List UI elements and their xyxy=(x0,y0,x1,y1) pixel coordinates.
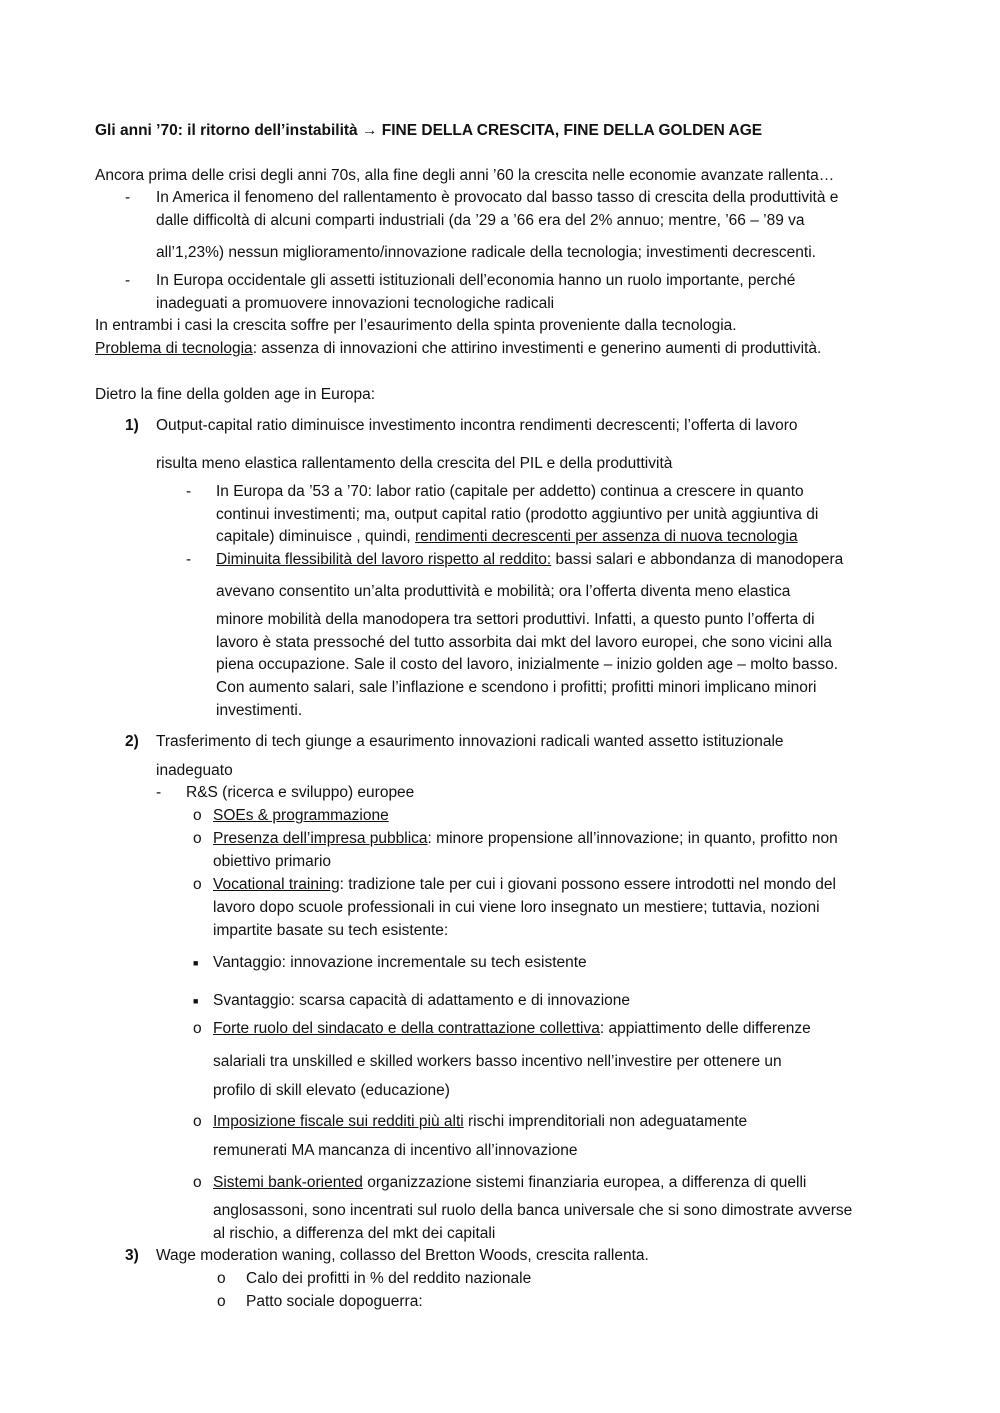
point-1-line-1: Output-capital ratio diminuisce investimento incontra rendimenti decrescenti; l’offerta di lavoro xyxy=(156,417,798,434)
sub-2-line-6: Con aumento salari, sale l’inflazione e scendono i profitti; profitti minori implicano minori xyxy=(216,679,817,696)
sub-1-line-3-text: capitale) diminuisce , quindi, xyxy=(216,528,416,545)
union-line-1 xyxy=(213,1019,811,1039)
sub-2-line-1-text: bassi salari e abbondanza di manodopera xyxy=(551,551,844,568)
dash-bullet: - xyxy=(125,272,131,289)
bank-oriented-term: Sistemi bank-oriented xyxy=(213,1174,363,1191)
circle-bullet: o xyxy=(193,807,202,824)
rnd-item: R&S (ricerca e sviluppo) europee xyxy=(186,784,415,801)
union-line-2: salariali tra unskilled e skilled workers basso incentivo nell’investire per ottenere un xyxy=(213,1053,782,1070)
technology-problem-term: Problema di tecnologia xyxy=(95,340,253,357)
sub-1-line-3 xyxy=(216,527,798,547)
both-cases-line: In entrambi i casi la crescita soffre per l’esaurimento della spinta proveniente dalla tecnologia. xyxy=(95,317,737,334)
square-bullet: ■ xyxy=(193,996,199,1006)
sub-2-line-3: minore mobilità della manodopera tra settori produttivi. Infatti, a questo punto l’offerta di xyxy=(216,611,815,628)
vocational-training-term: Vocational training xyxy=(213,876,340,893)
labor-flexibility-term: Diminuita flessibilità del lavoro rispetto al reddito: xyxy=(216,551,552,568)
circle-bullet: o xyxy=(193,876,202,893)
point-2-line-2: inadeguato xyxy=(156,762,233,779)
public-enterprise-line-1 xyxy=(213,829,838,849)
sub-2-line-7: investimenti. xyxy=(216,702,303,719)
postwar-pact-item: Patto sociale dopoguerra: xyxy=(246,1293,423,1310)
taxation-text: rischi imprenditoriali non adeguatamente xyxy=(463,1113,748,1130)
list-number-3: 3) xyxy=(125,1247,139,1264)
vocational-line-1 xyxy=(213,875,836,895)
public-enterprise-line-2: obiettivo primario xyxy=(213,853,332,870)
intro-paragraph: Ancora prima delle crisi degli anni 70s, alla fine degli anni ’60 la crescita nelle economie avanzate rallenta… xyxy=(95,167,835,184)
taxation-term: Imposizione fiscale sui redditi più alti xyxy=(213,1113,464,1130)
circle-bullet: o xyxy=(193,830,202,847)
union-line-3: profilo di skill elevato (educazione) xyxy=(213,1082,450,1099)
bank-line-3: al rischio, a differenza del mkt dei capitali xyxy=(213,1225,496,1242)
circle-bullet: o xyxy=(217,1270,226,1287)
golden-age-end-heading: Dietro la fine della golden age in Europa: xyxy=(95,386,376,403)
union-term: Forte ruolo del sindacato e della contrattazione collettiva xyxy=(213,1020,600,1037)
sub-1-line-1: In Europa da ’53 a ’70: labor ratio (capitale per addetto) continua a crescere in quanto xyxy=(216,483,804,500)
sub-2-line-1 xyxy=(216,550,843,570)
circle-bullet: o xyxy=(193,1113,202,1130)
circle-bullet: o xyxy=(193,1020,202,1037)
diminishing-returns-phrase: rendimenti decrescenti per assenza di nuova tecnologia xyxy=(415,528,798,545)
union-text: : appiattimento delle differenze xyxy=(599,1020,811,1037)
circle-bullet: o xyxy=(193,1174,202,1191)
sub-2-line-4: lavoro è stata pressoché del tutto assorbita dai mkt del lavoro europei, che sono vicini alla xyxy=(216,634,833,651)
public-enterprise-term: Presenza dell’impresa pubblica xyxy=(213,830,428,847)
sub-2-line-5: piena occupazione. Sale il costo del lavoro, inizialmente – inizio golden age – molto basso. xyxy=(216,656,839,673)
dash-bullet: - xyxy=(186,551,192,568)
taxation-line-1 xyxy=(213,1112,747,1132)
list-number-2: 2) xyxy=(125,733,139,750)
dash-bullet: - xyxy=(156,784,162,801)
advantage-item: Vantaggio: innovazione incrementale su tech esistente xyxy=(213,954,587,971)
circle-bullet: o xyxy=(217,1293,226,1310)
bullet-america-line-1: In America il fenomeno del rallentamento è provocato dal basso tasso di crescita della produttività e xyxy=(156,189,839,206)
vocational-line-2: lavoro dopo scuole professionali in cui viene loro insegnato un mestiere; tuttavia, nozioni xyxy=(213,899,820,916)
list-number-1: 1) xyxy=(125,417,139,434)
soes-item: SOEs & programmazione xyxy=(213,807,389,824)
bank-text: organizzazione sistemi finanziaria europea, a differenza di quelli xyxy=(362,1174,807,1191)
public-enterprise-text: : minore propensione all’innovazione; in quanto, profitto non xyxy=(427,830,838,847)
technology-problem-text: : assenza di innovazioni che attirino investimenti e generino aumenti di produttività. xyxy=(252,340,822,357)
vocational-text: : tradizione tale per cui i giovani possono essere introdotti nel mondo del xyxy=(339,876,836,893)
vocational-line-3: impartite basate su tech esistente: xyxy=(213,922,449,939)
point-2-line-1: Trasferimento di tech giunge a esaurimento innovazioni radicali wanted assetto istituzionale xyxy=(156,733,784,750)
bank-line-1 xyxy=(213,1173,806,1193)
dash-bullet: - xyxy=(125,189,131,206)
taxation-line-2: remunerati MA mancanza di incentivo all’innovazione xyxy=(213,1142,578,1159)
dash-bullet: - xyxy=(186,483,192,500)
bank-line-2: anglosassoni, sono incentrati sul ruolo della banca universale che si sono dimostrate avverse xyxy=(213,1202,853,1219)
bullet-america-line-3: all’1,23%) nessun miglioramento/innovazione radicale della tecnologia; investimenti decrescenti. xyxy=(156,244,816,261)
disadvantage-item: Svantaggio: scarsa capacità di adattamento e di innovazione xyxy=(213,992,631,1009)
point-1-line-2: risulta meno elastica rallentamento della crescita del PIL e della produttività xyxy=(156,455,673,472)
bullet-europe-line-1: In Europa occidentale gli assetti istituzionali dell’economia hanno un ruolo importante, perché xyxy=(156,272,796,289)
bullet-america-line-2: dalle difficoltà di alcuni comparti industriali (da ’29 a ’66 era del 2% annuo; mentre, ’66 – ’89 va xyxy=(156,212,805,229)
sub-1-line-2: continui investimenti; ma, output capital ratio (prodotto aggiuntivo per unità aggiuntiva di xyxy=(216,506,819,523)
square-bullet: ■ xyxy=(193,958,199,968)
bullet-europe-line-2: inadeguati a promuovere innovazioni tecnologiche radicali xyxy=(156,295,555,312)
sub-2-line-2: avevano consentito un’alta produttività e mobilità; ora l’offerta diventa meno elastica xyxy=(216,583,791,600)
point-3-line: Wage moderation waning, collasso del Bretton Woods, crescita rallenta. xyxy=(156,1247,649,1264)
document-title: Gli anni ’70: il ritorno dell’instabilità → FINE DELLA CRESCITA, FINE DELLA GOLDEN AGE xyxy=(95,122,763,139)
profits-decline-item: Calo dei profitti in % del reddito nazionale xyxy=(246,1270,532,1287)
technology-problem-line xyxy=(95,339,821,359)
